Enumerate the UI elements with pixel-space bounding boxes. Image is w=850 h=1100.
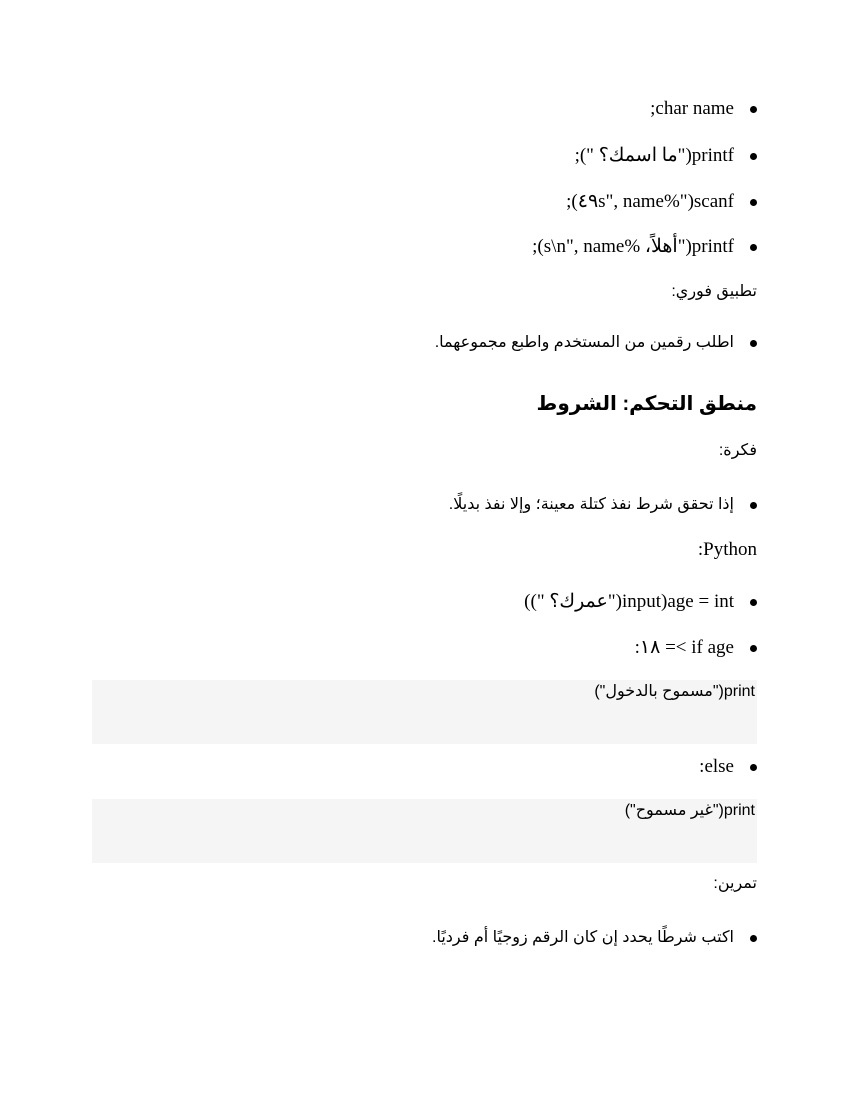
label-python	[92, 538, 757, 562]
code-block	[92, 680, 757, 744]
code-line-scanf: scanf("%٤٩s", name);	[566, 191, 734, 212]
idea-text: إذا تحقق شرط نفذ كتلة معينة؛ وإلا نفذ بديلًا.	[448, 496, 734, 513]
code-line-print-denied: print("غير مسموح")	[624, 802, 755, 819]
paragraph-text: تمرين:	[713, 875, 757, 892]
label-exercise	[92, 873, 757, 895]
label-idea	[92, 440, 757, 462]
code-line-char-name: char name;	[650, 98, 734, 119]
bullet-icon	[750, 645, 757, 652]
code-line-else: else:	[699, 756, 734, 777]
bullet-icon	[750, 599, 757, 606]
bullet-icon	[750, 199, 757, 206]
list-item	[92, 636, 757, 660]
bullet-icon	[750, 340, 757, 347]
document-page	[92, 0, 757, 1100]
list-item	[92, 755, 757, 779]
bullet-icon	[750, 764, 757, 771]
code-line-if: if age >= ١٨:	[634, 637, 734, 658]
exercise-text: اكتب شرطًا يحدد إن كان الرقم زوجيًا أم فرديًا.	[432, 929, 734, 946]
list-item	[92, 332, 757, 354]
code-line-print-allowed: print("مسموح بالدخول")	[594, 683, 755, 700]
list-item	[92, 927, 757, 949]
code-line-printf-name: printf("ما اسمك؟ ");	[574, 145, 734, 166]
instruction-text: اطلب رقمين من المستخدم واطبع مجموعهما.	[434, 334, 734, 351]
section-heading	[92, 390, 757, 418]
paragraph-text: Python:	[697, 539, 757, 560]
paragraph-text: تطبيق فوري:	[671, 283, 757, 300]
label-instant-application	[92, 281, 757, 303]
code-block	[92, 799, 757, 863]
list-item	[92, 190, 757, 214]
bullet-icon	[750, 244, 757, 251]
paragraph-text: فكرة:	[718, 442, 757, 459]
bullet-icon	[750, 502, 757, 509]
bullet-icon	[750, 935, 757, 942]
list-item	[92, 97, 757, 121]
heading-text: منطق التحكم: الشروط	[536, 393, 757, 415]
code-line-printf-greeting: printf("أهلاً، %s\n", name);	[532, 236, 734, 257]
bullet-icon	[750, 106, 757, 113]
list-item	[92, 494, 757, 516]
list-item	[92, 235, 757, 259]
bullet-icon	[750, 153, 757, 160]
list-item	[92, 590, 757, 614]
list-item	[92, 144, 757, 168]
code-line-age-input: age = int(input("عمرك؟ "))	[524, 591, 734, 612]
